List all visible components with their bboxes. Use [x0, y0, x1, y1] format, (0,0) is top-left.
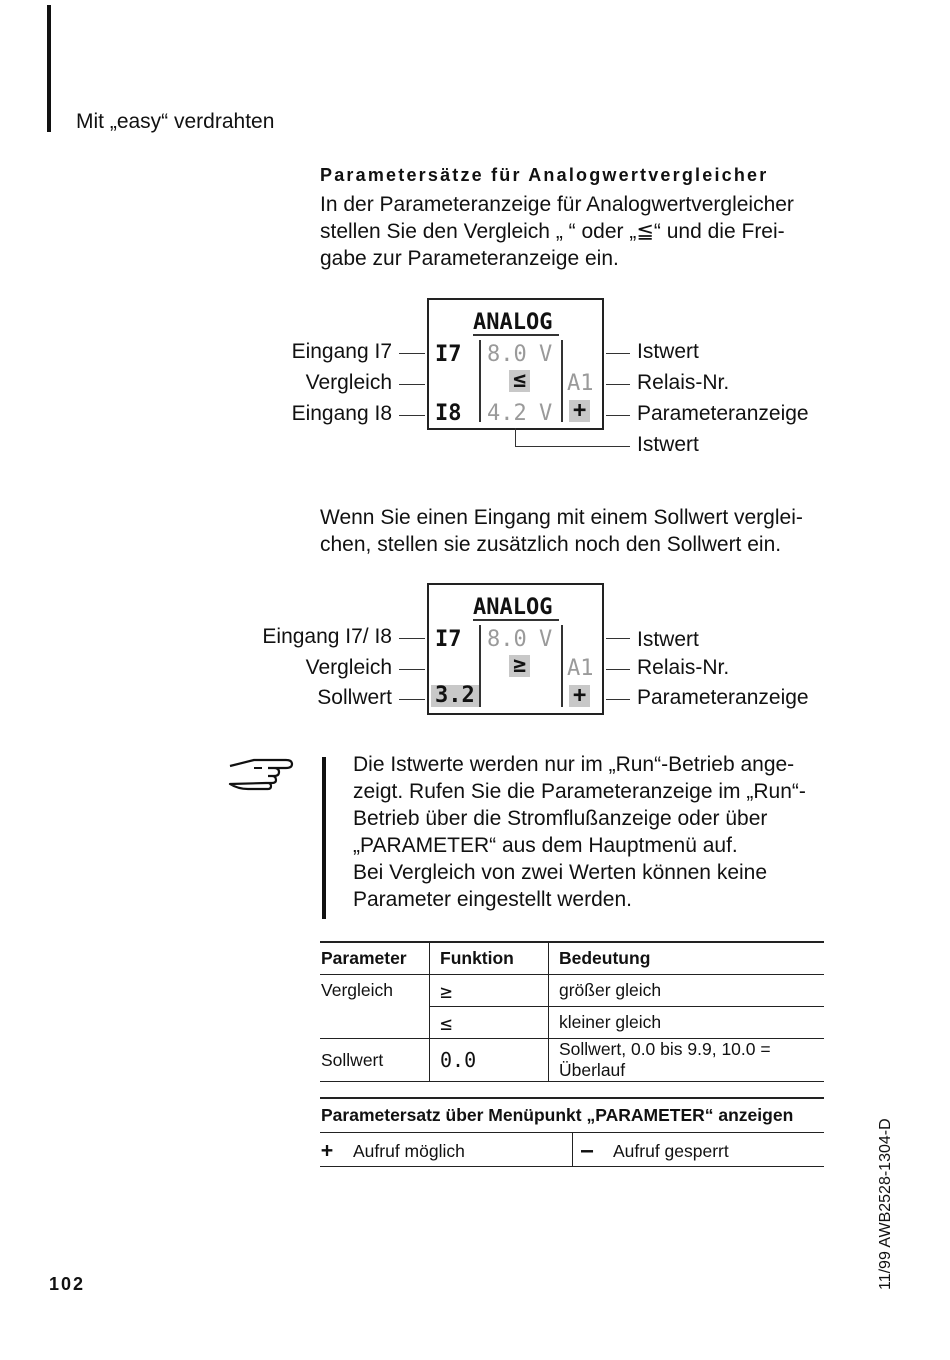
label-vergleich: Vergleich — [305, 371, 392, 394]
middle-line: Wenn Sie einen Eingang mit einem Sollwert verglei- — [320, 506, 803, 529]
table-cell: Sollwert — [320, 1039, 430, 1082]
note-line: Parameter eingestellt werden. — [353, 888, 632, 911]
parameter-table — [320, 941, 824, 1082]
lcd-input1: I7 — [435, 342, 462, 367]
leader-line — [399, 353, 425, 354]
leader-line — [606, 415, 630, 416]
leader-line — [606, 638, 630, 639]
lcd-unit2: V — [539, 401, 553, 426]
plus-text: Aufruf möglich — [353, 1140, 465, 1161]
intro-line: gabe zur Parameteranzeige ein. — [320, 247, 619, 270]
lcd-compare: ≤ — [509, 370, 530, 392]
lcd-relay: A1 — [567, 371, 594, 396]
label-istwert-2: Istwert — [637, 433, 699, 456]
leader-line — [399, 699, 425, 700]
section-title: Parametersätze für Analogwertvergleicher — [320, 165, 769, 185]
table-cell: ≤ — [430, 1007, 549, 1039]
leader-line — [399, 638, 425, 639]
note-line: „PARAMETER“ aus dem Hauptmenü auf. — [353, 834, 738, 857]
label-sollwert: Sollwert — [317, 686, 392, 709]
leader-line — [399, 384, 425, 385]
plus-icon: + — [321, 1137, 334, 1162]
minus-text: Aufruf gesperrt — [613, 1140, 729, 1161]
note-line: Die Istwerte werden nur im „Run“-Betrieb ange- — [353, 753, 795, 776]
lcd-unit1: V — [539, 342, 553, 367]
middle-paragraph — [320, 504, 803, 558]
lcd-title: ANALOG — [473, 310, 553, 335]
middle-line: chen, stellen sie zusätzlich noch den Sollwert ein. — [320, 533, 782, 556]
lcd-value2: 4.2 — [487, 401, 527, 426]
pointing-hand-icon — [228, 752, 294, 792]
table-cell — [320, 1007, 430, 1039]
note-text — [353, 751, 806, 913]
lcd-param: + — [569, 685, 590, 707]
table-cell: Sollwert, 0.0 bis 9.9, 10.0 = Überlauf — [549, 1039, 825, 1082]
table-cell: 0.0 — [430, 1039, 549, 1082]
table-row — [320, 1133, 824, 1167]
note-line: zeigt. Rufen Sie die Parameteranzeige im „Run“- — [353, 780, 806, 803]
table-cell: Vergleich — [320, 975, 430, 1007]
lcd-input2: I8 — [435, 401, 462, 426]
leader-line — [515, 446, 630, 447]
margin-bar — [47, 5, 51, 132]
table-row — [320, 975, 824, 1007]
minus-icon: – — [581, 1137, 594, 1162]
note-line: Bei Vergleich von zwei Werten können keine — [353, 861, 768, 884]
lcd-value1: 8.0 — [487, 342, 527, 367]
label-istwert: Istwert — [637, 628, 699, 651]
lcd-param: + — [569, 400, 590, 422]
lcd-compare: ≥ — [509, 655, 530, 677]
table-header: Bedeutung — [549, 942, 825, 975]
table-cell: ≥ — [430, 975, 549, 1007]
lcd-value1: 8.0 — [487, 627, 527, 652]
leader-line — [606, 353, 630, 354]
note-bar — [322, 757, 326, 919]
label-relais-nr: Relais-Nr. — [637, 656, 730, 679]
intro-line: stellen Sie den Vergleich „ “ oder „≦“ und die Frei- — [320, 220, 785, 243]
document-reference: 11/99 AWB2528-1304-D — [877, 1118, 894, 1290]
leader-line — [606, 699, 630, 700]
lcd-input1: I7 — [435, 627, 462, 652]
table-header: Parametersatz über Menüpunkt „PARAMETER“ anzeigen — [320, 1098, 824, 1133]
lcd-display-2 — [427, 583, 604, 715]
table-row — [320, 1039, 824, 1082]
label-relais-nr: Relais-Nr. — [637, 371, 730, 394]
leader-line — [399, 415, 425, 416]
label-istwert: Istwert — [637, 340, 699, 363]
lcd-title: ANALOG — [473, 595, 553, 620]
table-header: Parameter — [320, 942, 430, 975]
label-eingang-i7-i8: Eingang I7/ I8 — [262, 625, 392, 648]
table-cell: größer gleich — [549, 975, 825, 1007]
table-cell — [573, 1133, 825, 1167]
table-cell — [320, 1133, 573, 1167]
page-header: Mit „easy“ verdrahten — [76, 110, 275, 133]
label-parameteranzeige: Parameteranzeige — [637, 402, 809, 425]
label-eingang-i8: Eingang I8 — [291, 402, 392, 425]
leader-line — [515, 428, 516, 446]
label-vergleich: Vergleich — [305, 656, 392, 679]
lcd-relay: A1 — [567, 656, 594, 681]
label-eingang-i7: Eingang I7 — [291, 340, 392, 363]
lcd-setpoint: 3.2 — [431, 685, 479, 707]
table-row — [320, 1007, 824, 1039]
label-parameteranzeige: Parameteranzeige — [637, 686, 809, 709]
table-header: Funktion — [430, 942, 549, 975]
leader-line — [606, 384, 630, 385]
page-number: 102 — [49, 1274, 86, 1294]
intro-line: In der Parameteranzeige für Analogwertvergleicher — [320, 193, 794, 216]
intro-paragraph — [320, 191, 794, 272]
menu-parameter-table — [320, 1097, 824, 1167]
note-line: Betrieb über die Stromflußanzeige oder über — [353, 807, 768, 830]
lcd-unit1: V — [539, 627, 553, 652]
leader-line — [606, 669, 630, 670]
table-cell: kleiner gleich — [549, 1007, 825, 1039]
lcd-display-1 — [427, 298, 604, 430]
leader-line — [399, 669, 425, 670]
